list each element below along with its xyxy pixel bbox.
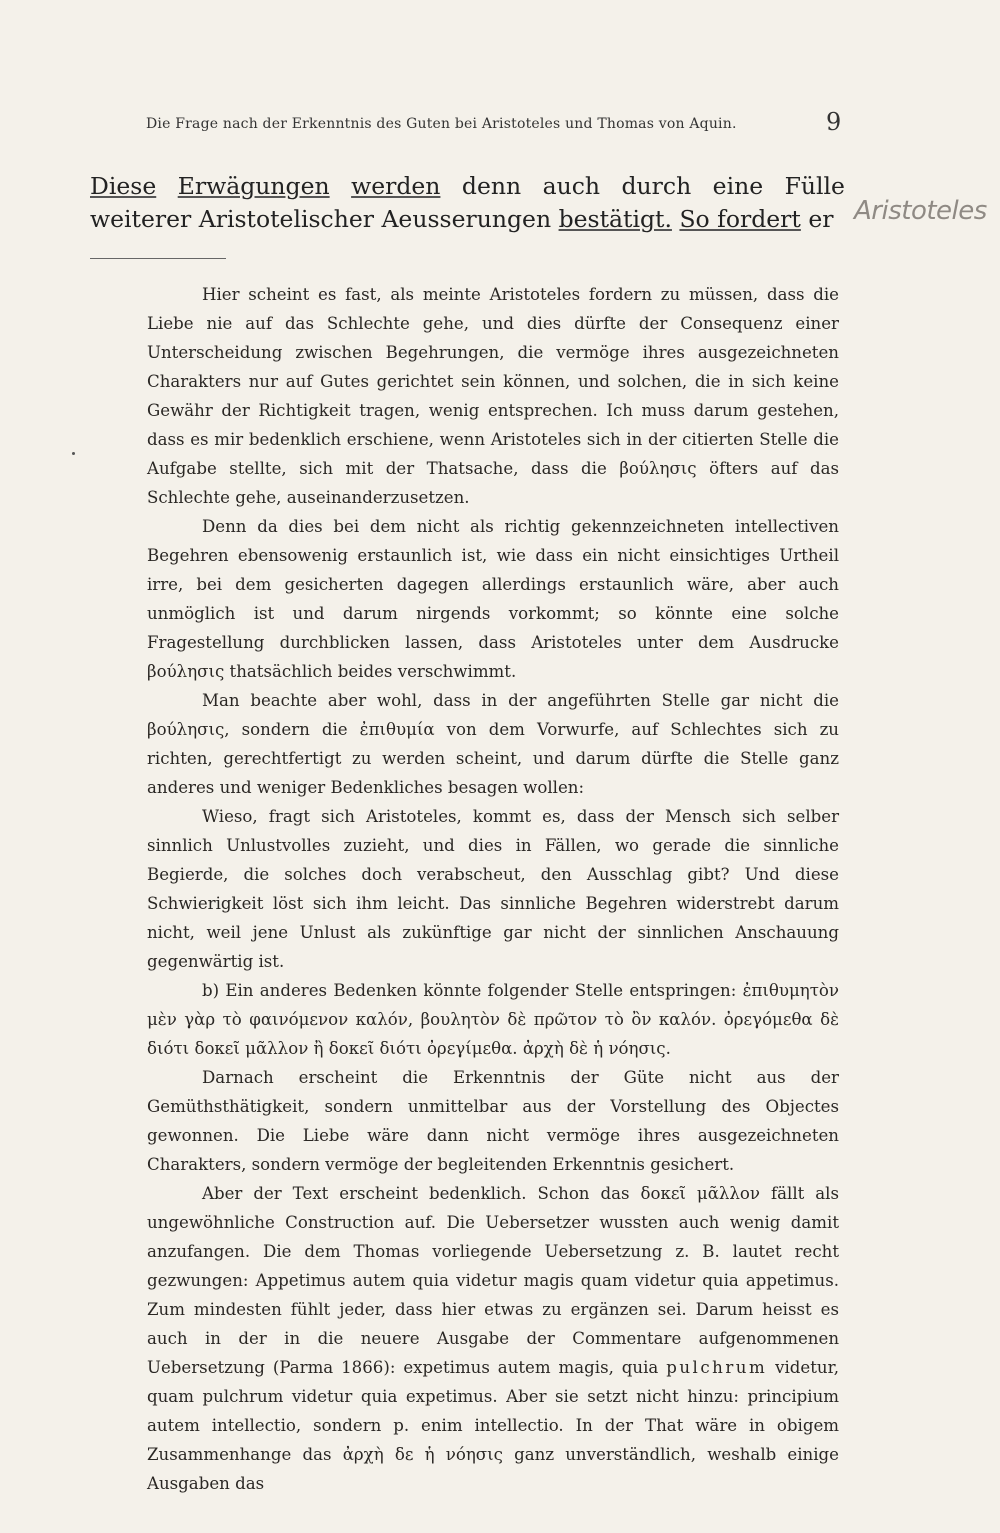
lead-paragraph [90, 170, 845, 236]
lead-text: er [800, 205, 834, 233]
running-title: Die Frage nach der Erkenntnis des Guten bei Aristoteles und Thomas von Aquin. [146, 116, 737, 132]
page-number: 9 [826, 108, 842, 136]
lead-line-2 [90, 203, 845, 236]
underlined-word: Diese [90, 172, 157, 200]
underlined-word: So fordert [679, 205, 801, 233]
paragraph: b) Ein anderes Bedenken könnte folgender Stelle entspringen: ἐπιθυμητὸν μὲν γὰρ τὸ φαινόμενον καλόν, βουλητὸν δὲ πρῶτον τὸ ὂν καλόν. ὀρεγόμεθα δὲ διότι δοκεῖ μᾶλλον ἢ δοκεῖ διότι ὀρεγίμεθα. ἀρχὴ δὲ ἡ νόησις. [147, 981, 839, 1058]
underlined-word: werden [351, 172, 441, 200]
lead-text: denn auch durch eine Fülle [440, 172, 845, 200]
divider-rule [90, 258, 226, 259]
paragraph: Wieso, fragt sich Aristoteles, kommt es, dass der Mensch sich selber sinnlich Unlustvolles zuzieht, und dies in Fällen, wo gerade die sinnliche Begierde, die solches doch verabscheut, den Ausschlag gibt? Und diese Schwierigkeit löst sich ihm leicht. Das sinnliche Begehren widerstrebt darum nicht, weil jene Unlust als zukünftige gar nicht der sinnlichen Anschauung gegenwärtig ist. [147, 807, 839, 971]
body-text [147, 280, 839, 1498]
paragraph [147, 1179, 839, 1498]
paragraph-text: videtur, quam pulchrum videtur quia expetimus. Aber sie setzt nicht hinzu: principium autem intellectio, sondern p. enim intellectio. In der That wäre in obigem Zusammenhange das ἀρχὴ δε ἡ νόησις ganz unverständlich, weshalb einige Ausgaben das [147, 1358, 839, 1493]
paragraph-text: Aber der Text erscheint bedenklich. Schon das δοκεῖ μᾶλλον fällt als ungewöhnliche Construction auf. Die Uebersetzer wussten auch wenig damit anzufangen. Die dem Thomas vorliegende Uebersetzung z. B. lautet recht gezwungen: Appetimus autem quia videtur magis quam videtur quia appetimus. Zum mindesten fühlt jeder, dass hier etwas zu ergänzen sei. Darum heisst es auch in der in die neuere Ausgabe der Commentare aufgenommenen Uebersetzung (Parma 1866): expetimus autem magis, quia [147, 1184, 839, 1377]
margin-dot [72, 452, 75, 455]
underlined-word: bestätigt. [558, 205, 672, 233]
underlined-word: Erwägungen [177, 172, 330, 200]
lead-text: weiterer Aristotelischer Aeusserungen [90, 205, 559, 233]
paragraph: Denn da dies bei dem nicht als richtig gekennzeichneten intellectiven Begehren ebensowenig erstaunlich ist, wie dass ein nicht einsichtiges Urtheil irre, bei dem gesicherten dagegen allerdings erstaunlich wäre, aber auch unmöglich ist und darum nirgends vorkommt; so könnte eine solche Fragestellung durchblicken lassen, dass Aristoteles unter dem Ausdrucke βούλησις thatsächlich beides verschwimmt. [147, 517, 839, 681]
spaced-word: pulchrum [666, 1358, 768, 1377]
paragraph: Man beachte aber wohl, dass in der angeführten Stelle gar nicht die βούλησις, sondern die ἐπιθυμία von dem Vorwurfe, auf Schlechtes sich zu richten, gerechtfertigt zu werden scheint, und darum dürfte die Stelle ganz anderes und weniger Bedenkliches besagen wollen: [147, 691, 839, 797]
paragraph: Hier scheint es fast, als meinte Aristoteles fordern zu müssen, dass die Liebe nie auf das Schlechte gehe, und dies dürfte der Consequenz einer Unterscheidung zwischen Begehrungen, die vermöge ihres ausgezeichneten Charakters nur auf Gutes gerichtet sein können, und solchen, die in sich keine Gewähr der Richtigkeit tragen, wenig entsprechen. Ich muss darum gestehen, dass es mir bedenklich erschiene, wenn Aristoteles sich in der citierten Stelle die Aufgabe stellte, sich mit der Thatsache, dass die βούλησις öfters auf das Schlechte gehe, auseinanderzusetzen. [147, 285, 839, 507]
lead-line-1 [90, 170, 845, 203]
paragraph: Darnach erscheint die Erkenntnis der Güte nicht aus der Gemüthsthätigkeit, sondern unmittelbar aus der Vorstellung des Objectes gewonnen. Die Liebe wäre dann nicht vermöge ihres ausgezeichneten Charakters, sondern vermöge der begleitenden Erkenntnis gesichert. [147, 1068, 839, 1174]
handwritten-margin-note: Aristoteles [854, 196, 987, 226]
